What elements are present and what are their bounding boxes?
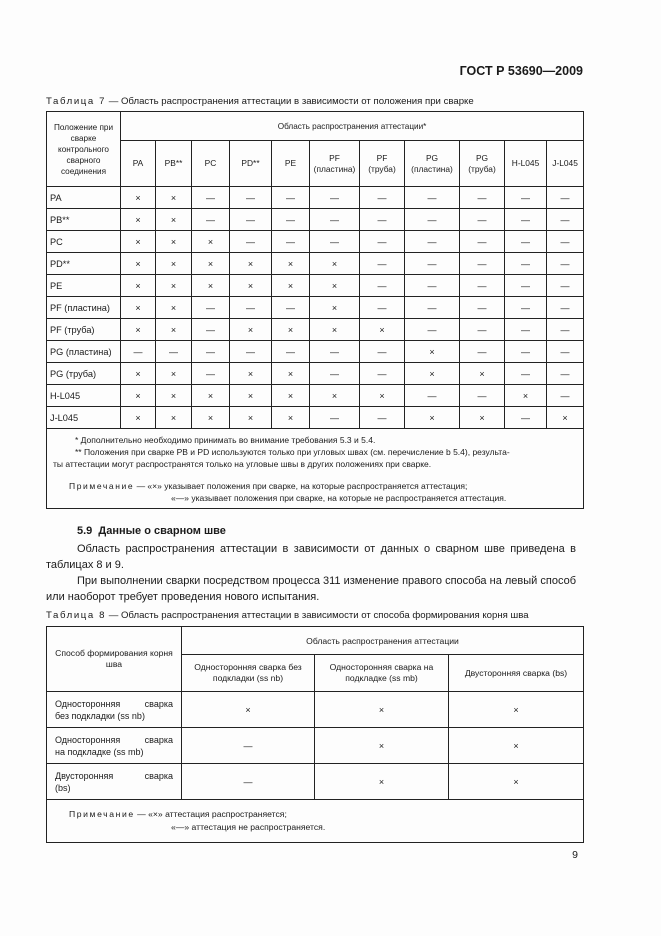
table7-column-header: [272, 141, 310, 187]
table7-row-label: PB**: [47, 209, 121, 231]
table7-column-header: [192, 141, 230, 187]
table7-cell: —: [505, 363, 547, 385]
table7-cell: —: [460, 253, 505, 275]
section-paragraph-2: [46, 573, 576, 605]
table7-cell: —: [547, 319, 584, 341]
table7-cell: ×: [156, 363, 192, 385]
table7-column-header: [121, 141, 156, 187]
table7-cell: —: [272, 209, 310, 231]
table7-cell: —: [192, 297, 230, 319]
table8-row-label: [47, 764, 182, 800]
table-row: [47, 764, 584, 800]
table7-footnote-2-line1: ** Положения при сварке PB и PD используются только при угловых швах (см. перечисление b 5.4), результа-: [75, 447, 510, 457]
section-paragraph-2-text: При выполнении сварки посредством процесса 311 изменение правого способа на левый способ или наоборот требует проведения нового испытания.: [46, 575, 576, 603]
table-row: [47, 728, 584, 764]
section-title: Данные о сварном шве: [98, 525, 226, 537]
table7-cell: ×: [156, 231, 192, 253]
table7-column-header-line: (труба): [368, 163, 396, 174]
table8-row-label-line2: на подкладке (ss mb): [55, 746, 144, 757]
table7-cell: —: [405, 319, 460, 341]
table7-cell: —: [547, 341, 584, 363]
table8-row-label: [47, 692, 182, 728]
table7-row-label: PD**: [47, 253, 121, 275]
table7-stub-header: Положение при сварке контрольного сварного соединения: [47, 112, 121, 187]
table7-cell: ×: [121, 187, 156, 209]
table7-column-header: [230, 141, 272, 187]
table7-cell: —: [192, 341, 230, 363]
table7-cell: —: [547, 209, 584, 231]
table8: [46, 626, 584, 843]
table7-cell: —: [460, 319, 505, 341]
table7-row-label: PF (труба): [47, 319, 121, 341]
table8-body: [47, 692, 584, 800]
table7-cell: ×: [156, 209, 192, 231]
table7-cell: —: [505, 319, 547, 341]
table7-cell: —: [272, 231, 310, 253]
table7-cell: —: [460, 187, 505, 209]
table8-row-label-line1: Двусторонняя сварка: [55, 770, 173, 781]
table7-group-header: Область распространения аттестации*: [121, 112, 584, 141]
table7-cell: —: [405, 385, 460, 407]
table7-cell: ×: [156, 385, 192, 407]
table7-cell: ×: [310, 297, 360, 319]
table-row: [47, 692, 584, 728]
table7-cell: ×: [230, 407, 272, 429]
table7-column-header-line: PG: [425, 152, 439, 163]
table7-cell: ×: [121, 275, 156, 297]
table7-cell: —: [272, 187, 310, 209]
table7-cell: —: [547, 385, 584, 407]
table8-cell: ×: [449, 728, 584, 764]
table7-column-header-line: PB**: [164, 158, 183, 168]
table7-column-header-line: J-L045: [552, 158, 578, 168]
table7-cell: —: [360, 363, 405, 385]
table7-cell: ×: [230, 363, 272, 385]
table7-cell: —: [360, 297, 405, 319]
table7-column-header-line: PE: [284, 158, 297, 168]
table8-caption-text: — Область распространения аттестации в зависимости от способа формирования корня шва: [106, 610, 529, 621]
table8-cell: ×: [315, 728, 449, 764]
table7-caption-text: — Область распространения аттестации в зависимости от положения при сварке: [106, 96, 474, 107]
table-row: [47, 407, 584, 429]
table7-cell: ×: [405, 407, 460, 429]
table7-cell: ×: [192, 275, 230, 297]
table7-cell: —: [460, 209, 505, 231]
table7-cell: —: [230, 231, 272, 253]
table7-cell: ×: [192, 253, 230, 275]
table7-column-header: [547, 141, 584, 187]
table-row: [47, 187, 584, 209]
table7-cell: —: [310, 363, 360, 385]
table7-cell: ×: [272, 363, 310, 385]
section-heading: [77, 525, 226, 537]
table7-column-header-line: (пластина): [411, 163, 453, 174]
table-row: [47, 231, 584, 253]
table8-caption: [46, 610, 529, 621]
table7-cell: ×: [192, 385, 230, 407]
table7-cell: —: [460, 231, 505, 253]
table7-cell: —: [405, 253, 460, 275]
table7-row-label: H-L045: [47, 385, 121, 407]
table7-cell: ×: [460, 407, 505, 429]
table8-row-label-line2: без подкладки (ss nb): [55, 710, 145, 721]
table7-cell: —: [230, 209, 272, 231]
table7-column-header-line: PF: [376, 152, 388, 163]
table7-cell: —: [547, 187, 584, 209]
table-row: [47, 363, 584, 385]
table7-cell: —: [360, 209, 405, 231]
table8-cell: ×: [315, 764, 449, 800]
table7-cell: ×: [121, 363, 156, 385]
table8-caption-label: Таблица 8: [46, 610, 107, 621]
table7-column-header-line: PA: [132, 158, 144, 168]
table7-cell: —: [405, 187, 460, 209]
table7-cell: —: [360, 253, 405, 275]
table7-cell: ×: [272, 253, 310, 275]
table7-cell: ×: [156, 187, 192, 209]
table7-cell: —: [310, 231, 360, 253]
table7-note-label: Примечание: [69, 481, 135, 491]
table7-cell: —: [547, 363, 584, 385]
section-paragraph-1-text: Область распространения аттестации в зависимости от данных о сварном шве приведена в таблицах 8 и 9.: [46, 543, 576, 571]
table8-cell: ×: [315, 692, 449, 728]
table7-cell: ×: [156, 319, 192, 341]
table7-cell: ×: [310, 253, 360, 275]
table7-cell: —: [505, 209, 547, 231]
table7-note-line2: «—» указывает положения при сварке, на которые не распространяется аттестация.: [171, 493, 507, 503]
table7-cell: —: [405, 209, 460, 231]
table7-cell: —: [121, 341, 156, 363]
table7-cell: —: [310, 187, 360, 209]
table7-cell: ×: [360, 385, 405, 407]
table7-cell: —: [505, 187, 547, 209]
table8-column-header: Двусторонняя сварка (bs): [449, 655, 584, 692]
table8-group-header: Область распространения аттестации: [182, 627, 584, 655]
table7-cell: ×: [272, 319, 310, 341]
table7-cell: —: [192, 209, 230, 231]
table7-row-label: PA: [47, 187, 121, 209]
table7-cell: ×: [230, 253, 272, 275]
table7-cell: —: [547, 231, 584, 253]
table7-cell: —: [192, 187, 230, 209]
table7-cell: —: [505, 341, 547, 363]
table-row: [47, 341, 584, 363]
table7-cell: —: [460, 297, 505, 319]
table7-cell: ×: [310, 385, 360, 407]
table7-cell: ×: [230, 319, 272, 341]
table8-note-label: Примечание: [69, 809, 135, 819]
table-row: [47, 319, 584, 341]
table7-cell: —: [505, 407, 547, 429]
table7-column-headers: [47, 141, 584, 187]
table7-cell: —: [505, 231, 547, 253]
table7-cell: ×: [121, 407, 156, 429]
table7-cell: —: [360, 231, 405, 253]
table7-cell: —: [505, 297, 547, 319]
table8-row-label-line1: Односторонняя сварка: [55, 734, 173, 745]
table8-row-label-line2: (bs): [55, 782, 71, 793]
table7-cell: ×: [121, 209, 156, 231]
table7-footnote-2-line2: ты аттестации могут распространятся только на угловые швы в других положениях при сварке.: [53, 459, 432, 469]
table7-row-label: PG (пластина): [47, 341, 121, 363]
table7-cell: ×: [156, 275, 192, 297]
table7-cell: ×: [405, 363, 460, 385]
table7-row-label: J-L045: [47, 407, 121, 429]
table7-cell: ×: [405, 341, 460, 363]
table7-cell: ×: [310, 275, 360, 297]
table7-note-line1: — «×» указывает положения при сварке, на которые распространяется аттестация;: [134, 481, 468, 491]
table7-cell: ×: [121, 253, 156, 275]
table8-cell: —: [182, 764, 315, 800]
table7-cell: ×: [272, 385, 310, 407]
table7-cell: —: [505, 253, 547, 275]
table7-cell: —: [310, 407, 360, 429]
table7-cell: —: [230, 187, 272, 209]
table7-column-header: [460, 141, 505, 187]
table7-cell: ×: [547, 407, 584, 429]
table7-cell: —: [360, 275, 405, 297]
table7-row-label: PG (труба): [47, 363, 121, 385]
document-code: ГОСТ Р 53690—2009: [459, 64, 583, 78]
table7-column-header: [156, 141, 192, 187]
table8-note-line1: — «×» аттестация распространяется;: [134, 809, 287, 819]
table7-cell: —: [310, 209, 360, 231]
table7-cell: ×: [505, 385, 547, 407]
table7: [46, 111, 584, 509]
table-row: [47, 253, 584, 275]
table8-stub-header: Способ формирования корня шва: [47, 627, 182, 692]
table7-cell: —: [192, 319, 230, 341]
table7-cell: —: [360, 341, 405, 363]
table7-cell: —: [310, 341, 360, 363]
table-row: [47, 275, 584, 297]
table7-cell: ×: [121, 297, 156, 319]
table7-column-header-line: PD**: [241, 158, 260, 168]
table7-cell: —: [405, 275, 460, 297]
table7-cell: —: [460, 341, 505, 363]
table7-cell: ×: [156, 253, 192, 275]
table7-cell: ×: [121, 231, 156, 253]
table7-cell: ×: [230, 385, 272, 407]
table7-row-label: PF (пластина): [47, 297, 121, 319]
table7-column-header-line: PG: [475, 152, 489, 163]
table7-column-header-line: PF: [329, 152, 340, 163]
table7-cell: —: [156, 341, 192, 363]
table8-column-header: Односторонняя сварка без подкладки (ss nb): [182, 655, 315, 692]
table7-cell: —: [405, 231, 460, 253]
table7-cell: —: [405, 297, 460, 319]
table7-body: [47, 187, 584, 429]
table7-column-header: [310, 141, 360, 187]
table7-column-header-line: H-L045: [511, 158, 540, 168]
table7-cell: ×: [272, 275, 310, 297]
table7-note: [53, 480, 575, 504]
table8-note-line2: «—» аттестация не распространяется.: [171, 822, 326, 832]
table7-column-header: [360, 141, 405, 187]
table7-cell: ×: [192, 407, 230, 429]
table8-row-label: [47, 728, 182, 764]
table8-cell: —: [182, 728, 315, 764]
table7-footnote-1: * Дополнительно необходимо принимать во внимание требования 5.3 и 5.4.: [75, 435, 376, 445]
table7-cell: —: [360, 187, 405, 209]
table7-cell: ×: [121, 319, 156, 341]
table-row: [47, 385, 584, 407]
table7-cell: ×: [121, 385, 156, 407]
table7-cell: —: [272, 297, 310, 319]
table7-cell: ×: [156, 407, 192, 429]
table7-cell: —: [547, 275, 584, 297]
table8-column-header: Односторонняя сварка на подкладке (ss mb): [315, 655, 449, 692]
table8-cell: ×: [449, 692, 584, 728]
table7-cell: ×: [230, 275, 272, 297]
table7-cell: —: [505, 275, 547, 297]
table7-cell: ×: [460, 363, 505, 385]
table7-cell: ×: [360, 319, 405, 341]
table7-cell: —: [547, 253, 584, 275]
table7-cell: —: [230, 341, 272, 363]
table7-notes: [47, 429, 584, 509]
section-number: 5.9: [77, 525, 93, 537]
table7-cell: ×: [272, 407, 310, 429]
table8-cell: ×: [449, 764, 584, 800]
table7-column-header-line: (труба): [468, 163, 496, 174]
table7-cell: —: [360, 407, 405, 429]
table7-caption: [46, 96, 474, 107]
table7-cell: ×: [156, 297, 192, 319]
table7-caption-label: Таблица 7: [46, 96, 107, 107]
page-number: 9: [572, 849, 578, 861]
table7-row-label: PC: [47, 231, 121, 253]
table7-column-header: [405, 141, 460, 187]
table7-cell: —: [547, 297, 584, 319]
table7-cell: —: [460, 385, 505, 407]
table7-cell: —: [272, 341, 310, 363]
table8-row-label-line1: Односторонняя сварка: [55, 698, 173, 709]
table7-cell: —: [230, 297, 272, 319]
table7-row-label: PE: [47, 275, 121, 297]
table7-cell: —: [192, 363, 230, 385]
table7-column-header-line: (пластина): [313, 163, 356, 174]
table7-cell: ×: [192, 231, 230, 253]
table7-cell: —: [460, 275, 505, 297]
table-row: [47, 297, 584, 319]
table7-column-header-line: PC: [204, 158, 217, 168]
section-paragraph-1: [46, 541, 576, 573]
table-row: [47, 209, 584, 231]
table8-notes: [47, 800, 584, 843]
table7-cell: ×: [310, 319, 360, 341]
table8-cell: ×: [182, 692, 315, 728]
table7-column-header: [505, 141, 547, 187]
